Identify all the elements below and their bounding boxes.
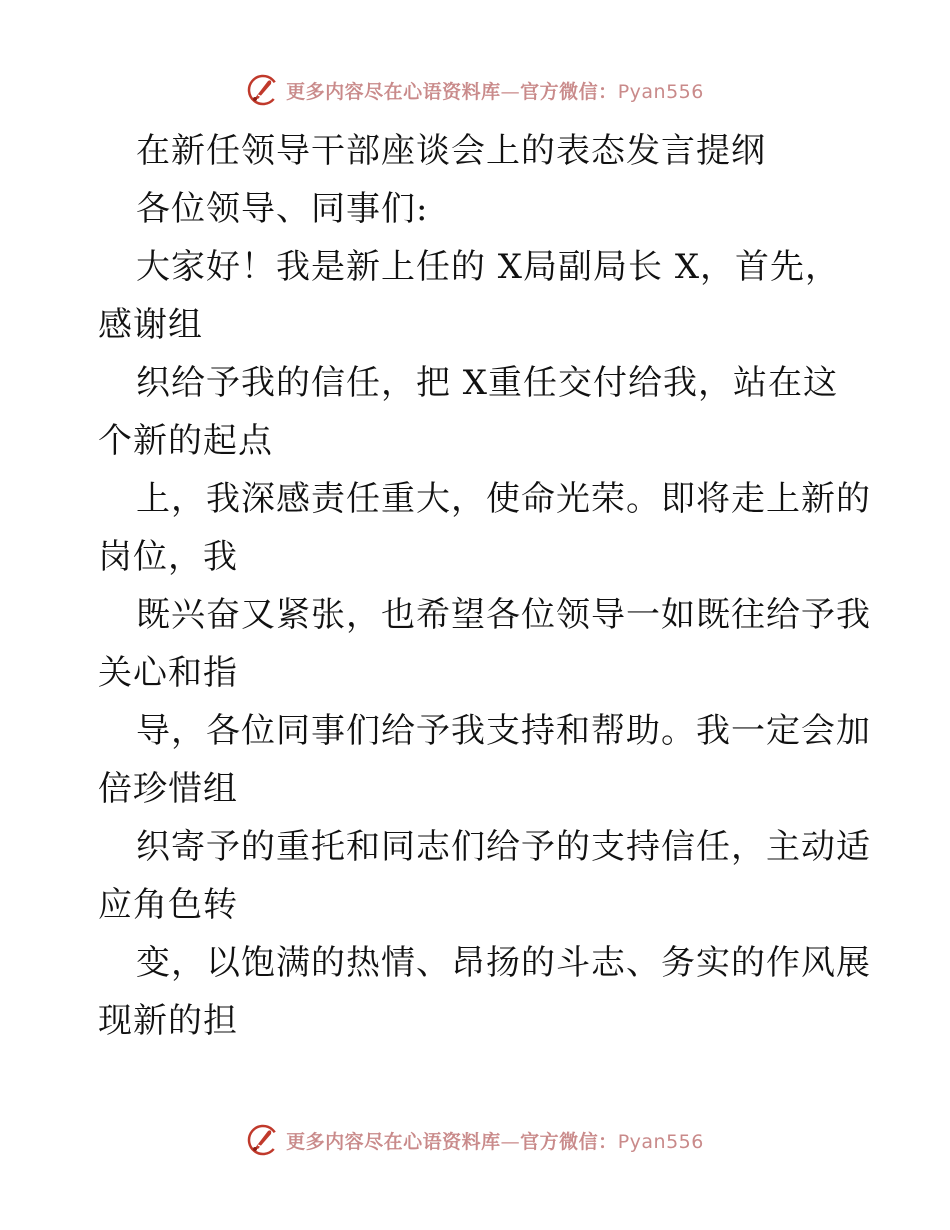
document-title: 在新任领导干部座谈会上的表态发言提纲 [136, 131, 766, 171]
paragraph-line: 既兴奋又紧张，也希望各位领导一如既往给予我 [136, 595, 871, 635]
paragraph-line: 倍珍惜组 [98, 769, 238, 809]
watermark-wechat-label: 官方微信： [520, 80, 618, 103]
paragraph-line: 关心和指 [98, 653, 238, 693]
paragraph-line: 各位领导、同事们: [136, 189, 429, 229]
paragraph-line: 现新的担 [98, 1001, 238, 1041]
footer-watermark-banner [0, 1120, 950, 1160]
paragraph-line: 岗位，我 [98, 537, 238, 577]
paragraph-line: 应角色转 [98, 885, 238, 925]
paragraph-line: 织寄予的重托和同志们给予的支持信任，主动适 [136, 827, 871, 867]
watermark-main-text: 更多内容尽在心语资料库 [286, 80, 501, 103]
document-body [98, 122, 878, 1050]
watermark-wechat-label: 官方微信： [520, 1130, 618, 1153]
quill-logo-icon [246, 73, 280, 107]
paragraph-line: 织给予我的信任，把 X重任交付给我，站在这 [136, 363, 839, 403]
watermark-main-text: 更多内容尽在心语资料库 [286, 1130, 501, 1153]
paragraph-line: 上，我深感责任重大，使命光荣。即将走上新的 [136, 479, 871, 519]
quill-logo-icon [246, 1123, 280, 1157]
paragraph-line: 个新的起点 [98, 421, 273, 461]
paragraph-line: 变，以饱满的热情、昂扬的斗志、务实的作风展 [136, 943, 871, 983]
paragraph-line: 感谢组 [98, 305, 203, 345]
watermark-wechat-id: Pyan556 [617, 80, 704, 103]
watermark-wechat-id: Pyan556 [617, 1130, 704, 1153]
header-watermark-text [286, 77, 704, 104]
header-watermark-banner [0, 70, 950, 110]
watermark-separator: — [500, 80, 521, 103]
footer-watermark-text [286, 1127, 704, 1154]
paragraph-line: 大家好！我是新上任的 X局副局长 X，首先， [136, 247, 841, 287]
watermark-separator: — [500, 1130, 521, 1153]
paragraph-line: 导，各位同事们给予我支持和帮助。我一定会加 [136, 711, 871, 751]
